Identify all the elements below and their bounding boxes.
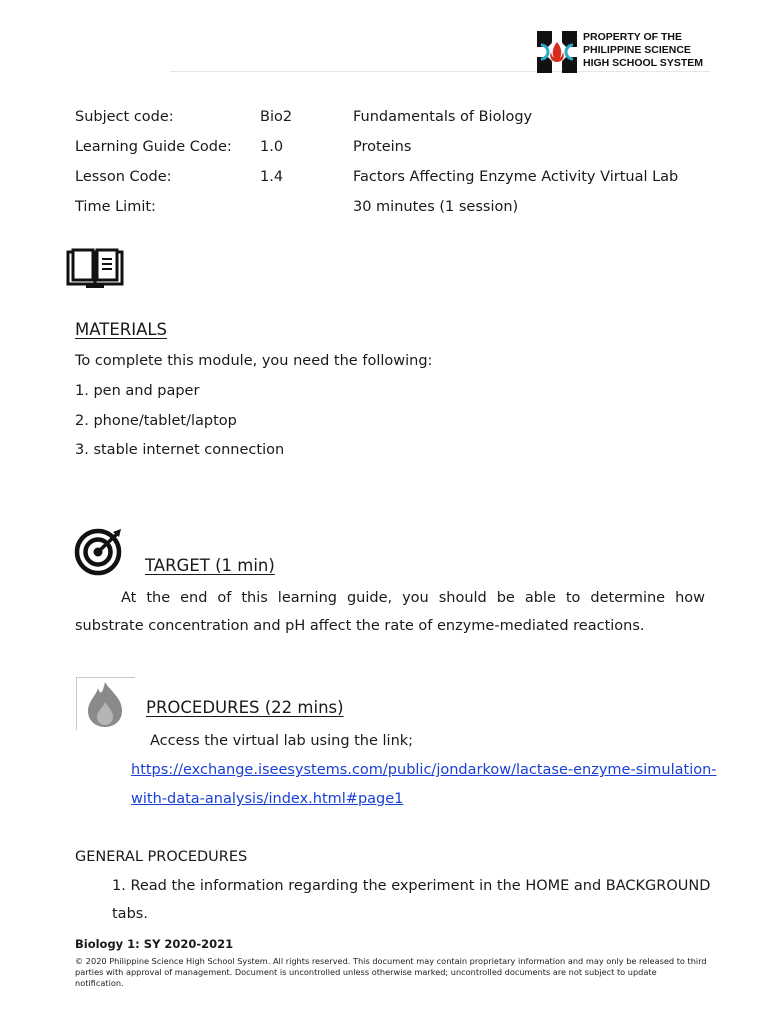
logo-line-3: HIGH SCHOOL SYSTEM (583, 57, 703, 69)
general-procedures-heading: GENERAL PROCEDURES (75, 849, 248, 865)
logo-text (583, 31, 703, 70)
info-code: Bio2 (260, 109, 293, 125)
target-heading: TARGET (1 min) (145, 556, 275, 575)
info-value: Fundamentals of Biology (353, 109, 533, 125)
materials-item: 2. phone/tablet/laptop (75, 413, 237, 429)
procedures-heading: PROCEDURES (22 mins) (146, 698, 344, 717)
materials-intro: To complete this module, you need the following: (75, 353, 433, 369)
target-paragraph: At the end of this learning guide, you should be able to determine how substrate concentration and pH affect the rate of enzyme-mediated reactions. (75, 590, 705, 634)
virtual-lab-link[interactable]: https://exchange.iseesystems.com/public/jondarkow/lactase-enzyme-simulation- (131, 762, 717, 778)
materials-item: 1. pen and paper (75, 383, 200, 399)
info-row-learning-guide (75, 139, 715, 161)
info-value: Proteins (353, 139, 412, 155)
info-row-lesson (75, 169, 715, 191)
info-label: Learning Guide Code: (75, 139, 232, 155)
materials-item: 3. stable internet connection (75, 442, 285, 458)
procedure-step-1-continued: tabs. (112, 906, 148, 922)
footer-title: Biology 1: SY 2020-2021 (75, 937, 234, 951)
logo-line-2: PHILIPPINE SCIENCE (583, 44, 691, 56)
procedures-intro: Access the virtual lab using the link; (150, 733, 414, 749)
info-value: 30 minutes (1 session) (353, 199, 519, 215)
info-value: Factors Affecting Enzyme Activity Virtual Lab (353, 169, 679, 185)
open-book-icon (66, 248, 124, 290)
info-label: Lesson Code: (75, 169, 172, 185)
footer-copyright-note: © 2020 Philippine Science High School System. All rights reserved. This document may contain proprietary information and may only be released to third parties with approval of management. Document is uncontrolled unless otherwise marked; uncontrolled documents are not subject to update notification. (75, 956, 707, 988)
info-label: Subject code: (75, 109, 174, 125)
procedure-step-1: 1. Read the information regarding the experiment in the HOME and BACKGROUND (112, 878, 711, 894)
materials-heading: MATERIALS (75, 320, 168, 339)
virtual-lab-link-continued[interactable]: with-data-analysis/index.html#page1 (131, 791, 404, 807)
info-code: 1.0 (260, 139, 284, 155)
target-icon (73, 528, 127, 576)
info-row-time-limit (75, 199, 715, 221)
info-row-subject (75, 109, 715, 131)
flame-icon (82, 680, 128, 728)
info-code: 1.4 (260, 169, 284, 185)
info-label: Time Limit: (75, 199, 156, 215)
logo-line-1: PROPERTY OF THE (583, 31, 682, 43)
